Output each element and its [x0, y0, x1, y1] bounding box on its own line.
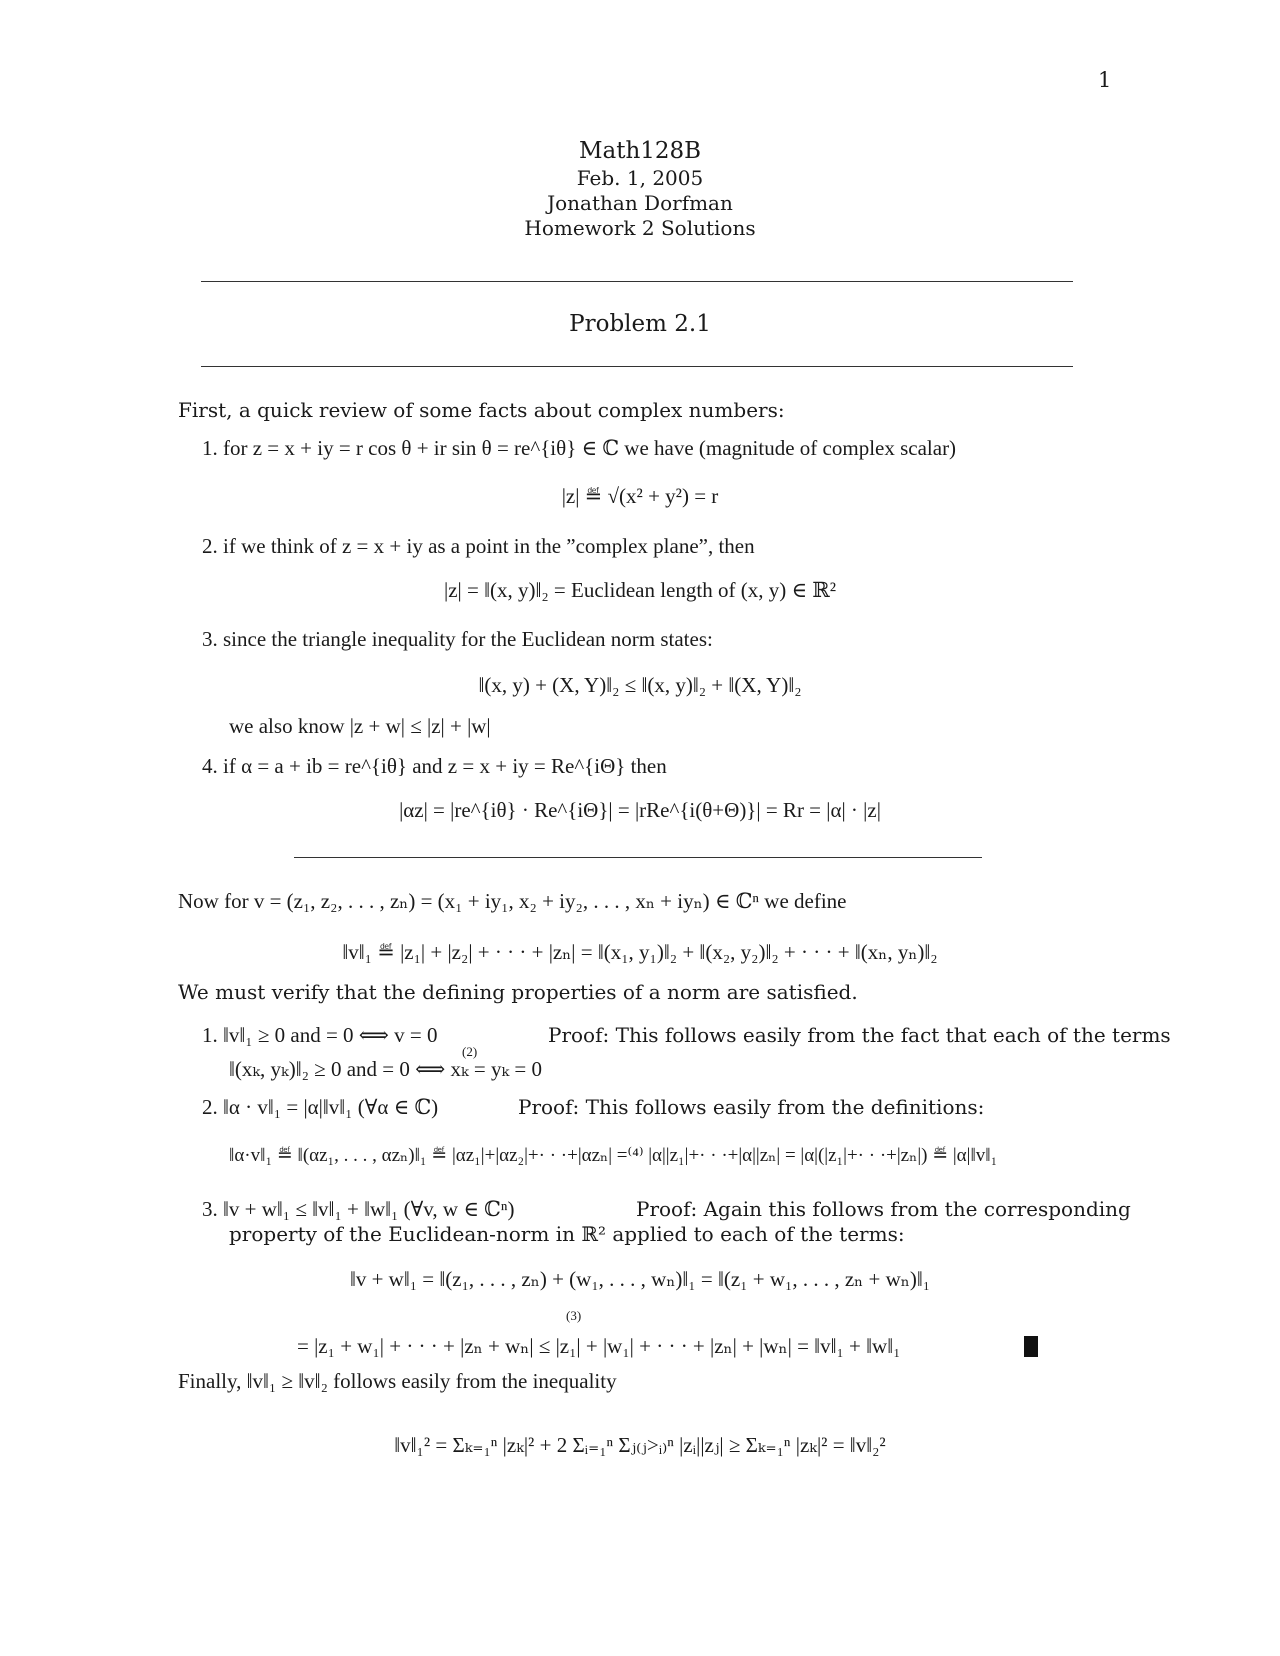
fact-3-text: 3. since the triangle inequality for the Euclidean norm states:: [202, 627, 713, 651]
fact-3-equation: ‖(x, y) + (X, Y)‖₂ ≤ ‖(x, y)‖₂ + ‖(X, Y)‖₂: [478, 673, 802, 697]
final-equation: ‖v‖₁² = Σₖ₌₁ⁿ |zₖ|² + 2 Σᵢ₌₁ⁿ Σⱼ₍ⱼ>ᵢ₎ⁿ |zᵢ||zⱼ| ≥ Σₖ₌₁ⁿ |zₖ|² = ‖v‖₂²: [394, 1433, 886, 1457]
property-1-tag: (2): [462, 1044, 478, 1059]
property-1-line2: ‖(xₖ, yₖ)‖₂ ≥ 0 and = 0 ⟺ xₖ = yₖ = 0: [229, 1057, 542, 1081]
bottom-rule: [201, 366, 1073, 367]
fact-3-follow: we also know |z + w| ≤ |z| + |w|: [229, 714, 491, 738]
property-2-equation: ‖α·v‖₁ ≝ ‖(αz₁, . . . , αzₙ)‖₁ ≝ |αz₁|+|αz₂|+· · ·+|αzₙ| =⁽⁴⁾ |α||z₁|+· · ·+|α||zₙ| = |α|(|z₁|+· · ·+|zₙ|) ≝ |α|‖v‖₁: [229, 1145, 998, 1166]
qed-box: [1024, 1336, 1038, 1357]
property-3-equation2: = |z₁ + w₁| + · · · + |zₙ + wₙ| ≤ |z₁| + |w₁| + · · · + |zₙ| + |wₙ| = ‖v‖₁ + ‖w‖₁: [297, 1334, 901, 1358]
property-1-line1: 1. ‖v‖₁ ≥ 0 and = 0 ⟺ v = 0: [202, 1023, 438, 1047]
property-2-line1: 2. ‖α · v‖₁ = |α|‖v‖₁ (∀α ∈ ℂ): [202, 1095, 439, 1119]
top-rule: [201, 281, 1073, 282]
property-1-proof: Proof: This follows easily from the fact that each of the terms: [548, 1023, 1171, 1047]
property-3-tag: (3): [566, 1308, 582, 1323]
course-title: Math128B: [578, 138, 702, 164]
assignment-title: Homework 2 Solutions: [524, 216, 756, 240]
intro-text: First, a quick review of some facts about complex numbers:: [178, 398, 785, 422]
fact-2-text: 2. if we think of z = x + iy as a point in the ”complex plane”, then: [202, 534, 755, 558]
finally-text: Finally, ‖v‖₁ ≥ ‖v‖₂ follows easily from the inequality: [178, 1369, 617, 1393]
property-3-line1: 3. ‖v + w‖₁ ≤ ‖v‖₁ + ‖w‖₁ (∀v, w ∈ ℂⁿ): [202, 1197, 515, 1221]
verify-intro: We must verify that the defining properties of a norm are satisfied.: [178, 980, 858, 1004]
property-3-equation1: ‖v + w‖₁ = ‖(z₁, . . . , zₙ) + (w₁, . . . , wₙ)‖₁ = ‖(z₁ + w₁, . . . , zₙ + wₙ)‖₁: [349, 1267, 931, 1291]
problem-title: Problem 2.1: [569, 311, 711, 337]
property-2-proof: Proof: This follows easily from the definitions:: [518, 1095, 985, 1119]
date: Feb. 1, 2005: [576, 166, 704, 190]
definition-equation: ‖v‖₁ ≝ |z₁| + |z₂| + · · · + |zₙ| = ‖(x₁, y₁)‖₂ + ‖(x₂, y₂)‖₂ + · · · + ‖(xₙ, yₙ)‖₂: [342, 940, 938, 964]
fact-2-equation: |z| = ‖(x, y)‖₂ = Euclidean length of (x, y) ∈ ℝ²: [444, 578, 836, 602]
definition-intro: Now for v = (z₁, z₂, . . . , zₙ) = (x₁ + iy₁, x₂ + iy₂, . . . , xₙ + iyₙ) ∈ ℂⁿ we define: [178, 889, 847, 913]
document-header: [0, 136, 1280, 241]
property-3-line2: property of the Euclidean-norm in ℝ² applied to each of the terms:: [229, 1222, 905, 1246]
fact-4-equation: |αz| = |re^{iθ} · Re^{iΘ}| = |rRe^{i(θ+Θ)}| = Rr = |α| · |z|: [399, 798, 881, 822]
page-number: 1: [1098, 68, 1112, 92]
author: Jonathan Dorfman: [547, 191, 733, 215]
fact-1-text: 1. for z = x + iy = r cos θ + ir sin θ = re^{iθ} ∈ ℂ we have (magnitude of complex scalar): [202, 436, 957, 460]
property-3-proof: Proof: Again this follows from the corresponding: [636, 1197, 1131, 1221]
fact-1-equation: |z| ≝ √(x² + y²) = r: [561, 484, 719, 508]
fact-4-text: 4. if α = a + ib = re^{iθ} and z = x + iy = Re^{iΘ} then: [202, 754, 667, 778]
section-divider: [294, 857, 982, 858]
